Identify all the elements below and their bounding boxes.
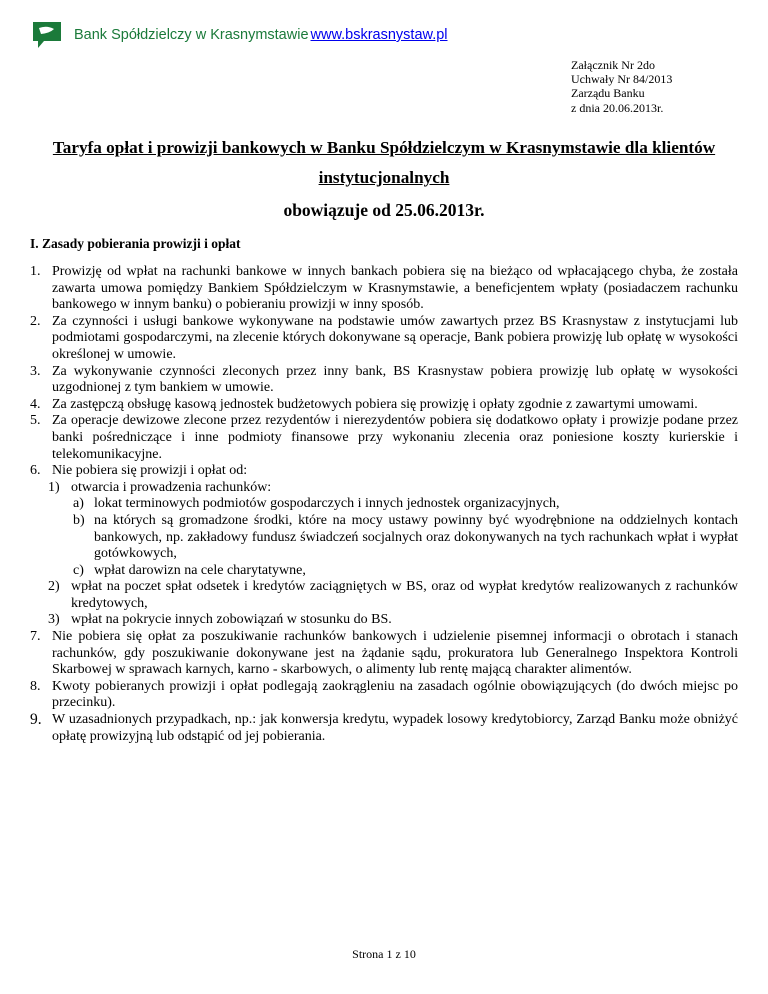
section-heading: I. Zasady pobierania prowizji i opłat (30, 236, 241, 251)
subsubitem-text: na których są gromadzone środki, które na mocy ustawy powinny być wyodrębnione na oddzielnych kontach bankowych, np. zakładowy fundusz świadczeń socjalnych oraz dokonywanych na tych rachunkach wpłat i wypłat gotówkowych, (94, 512, 738, 562)
rule-subitem (30, 612, 738, 629)
rule-item (30, 364, 738, 397)
annex-line: z dnia 20.06.2013r. (571, 100, 664, 115)
annex-reference (571, 58, 672, 115)
rule-subsubitem (30, 496, 738, 513)
bank-website-link[interactable]: www.bskrasnystaw.pl (310, 27, 448, 43)
title-line-1: Taryfa opłat i prowizji bankowych w Banku Spółdzielczym w Krasnymstawie dla klientów (52, 138, 716, 157)
rule-text: Za wykonywanie czynności zleconych przez inny bank, BS Krasnystaw pobiera prowizję lub opłatę w wysokości uzgodnionej z tym bankiem w umowie. (52, 363, 738, 396)
bank-logo-icon (30, 19, 64, 51)
subsubitem-letter: a) (73, 496, 84, 512)
subitem-text: wpłat na pokrycie innych zobowiązań w stosunku do BS. (71, 612, 392, 628)
rule-number: 6. (30, 463, 41, 479)
rule-item (30, 314, 738, 364)
rule-item (30, 712, 738, 745)
rule-item (30, 679, 738, 712)
rule-subitem (30, 480, 738, 497)
rule-text: Kwoty pobieranych prowizji i opłat podlegają zaokrągleniu na zasadach ogólnie obowiązujących (do dwóch miejsc po przecinku). (52, 678, 738, 711)
subsubitem-text: lokat terminowych podmiotów gospodarczych i innych jednostek organizacyjnych, (94, 496, 560, 512)
rules-list (30, 264, 738, 745)
bank-name: Bank Spółdzielczy w Krasnymstawie (74, 27, 309, 43)
rule-item (30, 413, 738, 463)
rule-item (30, 463, 738, 480)
subitem-text: otwarcia i prowadzenia rachunków: (71, 479, 272, 495)
annex-line: Załącznik Nr 2do (571, 58, 655, 72)
rule-subsubitem (30, 513, 738, 563)
rule-number: 8. (30, 678, 41, 694)
page-number: Strona 1 z 10 (352, 947, 416, 961)
subitem-number: 2) (48, 579, 60, 595)
rule-item (30, 629, 738, 679)
rule-text: Nie pobiera się opłat za poszukiwanie rachunków bankowych i udzielenie pisemnej informacji o obrotach i stanach rachunków, gdy poszukiwanie dokonywane jest na żądanie sądu, prokuratora lub Generalnego Inspektora Kontroli Skarbowej w sprawach karnych, karno - skarbowych, o alimenty lub rentę mającą charakter alimentów. (52, 629, 738, 678)
rule-number: 5. (30, 413, 41, 429)
rule-number: 9. (30, 711, 42, 729)
rule-text: Za operacje dewizowe zlecone przez rezydentów i nierezydentów pobiera się dodatkowo opłaty i prowizje podane przez banki pośredniczące i inne podmioty finansowe przy wykonaniu zlecenia oraz poniesione koszty kurierskie i telekomunikacyjne. (52, 413, 738, 462)
document-title (30, 136, 738, 222)
rule-text: Za czynności i usługi bankowe wykonywane na podstawie umów zawartych przez BS Krasnystaw z instytucjami lub podmiotami gospodarczymi, na zlecenie których dokonywane są operacje, Bank pobiera prowizję lub opłatę w wysokości określonej w umowie. (52, 313, 738, 362)
rule-text: Prowizję od wpłat na rachunki bankowe w innych bankach pobiera się na bieżąco od wpłacającego chyba, że została zawarta umowa pomiędzy Bankiem Spółdzielczym w Krasnymstawie, a beneficjentem wpłaty (posiadaczem rachunku bankowego w innym banku) o pobieraniu prowizji w inny sposób. (52, 264, 738, 313)
rule-number: 1. (30, 264, 41, 279)
rule-text: Za zastępczą obsługę kasową jednostek budżetowych pobiera się prowizję i opłaty zgodnie z zawartymi umowami. (52, 396, 698, 412)
annex-line: Uchwały Nr 84/2013 (571, 72, 673, 87)
rule-number: 3. (30, 363, 41, 379)
rule-item (30, 397, 738, 414)
rule-number: 2. (30, 313, 41, 329)
subitem-text: wpłat na poczet spłat odsetek i kredytów zaciągniętych w BS, oraz od wypłat kredytów realizowanych z rachunków kredytowych, (71, 579, 738, 611)
subsubitem-letter: b) (73, 512, 85, 528)
effective-date: obowiązuje od 25.06.2013r. (283, 200, 485, 220)
title-line-2: instytucjonalnych (318, 168, 450, 187)
page-header (30, 18, 448, 52)
rule-text: Nie pobiera się prowizji i opłat od: (52, 463, 248, 479)
rule-number: 7. (30, 629, 41, 645)
subitem-number: 1) (48, 479, 60, 495)
subitem-number: 3) (48, 612, 60, 628)
annex-line: Zarządu Banku (571, 86, 645, 101)
rule-number: 4. (30, 396, 41, 412)
rule-subsubitem (30, 563, 738, 580)
subsubitem-text: wpłat darowizn na cele charytatywne, (94, 562, 306, 578)
rule-subitem (30, 579, 738, 612)
subsubitem-letter: c) (73, 562, 84, 578)
rule-item (30, 264, 738, 314)
rule-text: W uzasadnionych przypadkach, np.: jak konwersja kredytu, wypadek losowy kredytobiorcy, Zarząd Banku może obniżyć opłatę prowizyjną lub odstąpić od jej pobierania. (52, 712, 738, 744)
